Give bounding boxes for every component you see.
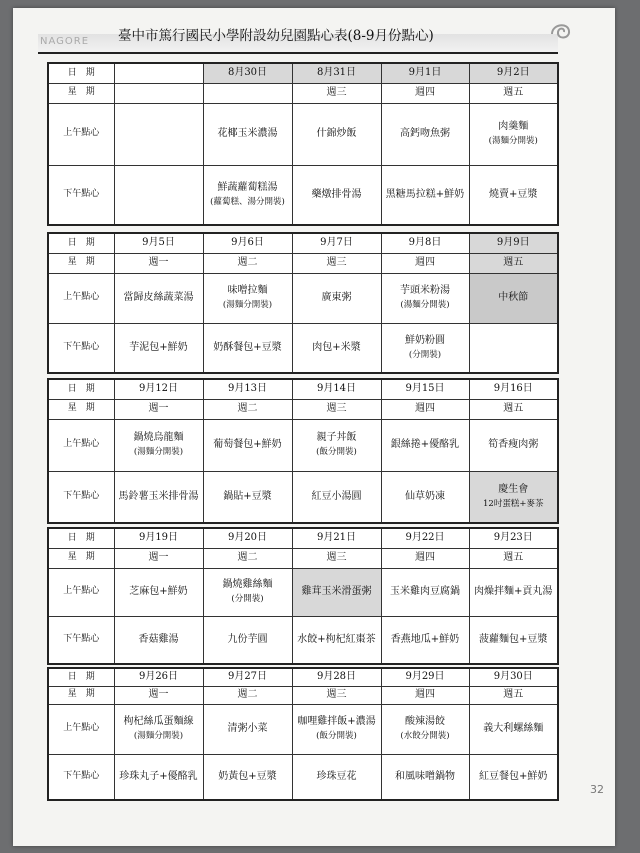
date-cell: 9月22日 xyxy=(381,528,469,548)
pm-snack-cell: 馬鈴薯玉米排骨湯 xyxy=(114,471,203,523)
am-snack-cell: 鍋燒烏龍麵 (湯麵分開裝) xyxy=(114,419,203,471)
weekday-cell: 週三 xyxy=(292,399,381,419)
am-note: (湯麵分開裝) xyxy=(488,136,538,147)
pm-snack-cell: 珍珠丸子+優酪乳 xyxy=(114,754,203,800)
weekday-cell: 週一 xyxy=(114,548,203,568)
weekday-cell: 週四 xyxy=(381,686,469,704)
am-note: (分開裝) xyxy=(231,594,264,605)
weekday-cell: 週二 xyxy=(203,686,292,704)
am-snack-cell: 酸辣湯餃 (水餃分開裝) xyxy=(381,704,469,754)
weekday-cell: 週四 xyxy=(381,83,469,103)
week-table xyxy=(47,378,559,524)
am-note: (湯麵分開裝) xyxy=(222,300,273,311)
date-cell: 9月12日 xyxy=(114,379,203,399)
am-snack-cell: 咖哩雞拌飯+濃湯 (飯分開裝) xyxy=(292,704,381,754)
am-snack-cell: 芋頭米粉湯 (湯麵分開裝) xyxy=(381,273,469,323)
date-cell: 9月9日 xyxy=(469,233,558,253)
pm-snack-cell: 紅豆餐包+鮮奶 xyxy=(469,754,558,800)
am-note: (湯麵分開裝) xyxy=(133,731,184,742)
am-snack-cell: 味噌拉麵 (湯麵分開裝) xyxy=(203,273,292,323)
am-snack-cell: 玉米雞肉豆腐鍋 xyxy=(381,568,469,616)
week-table xyxy=(47,527,559,665)
pm-snack-cell: 菠蘿麵包+豆漿 xyxy=(469,616,558,664)
pm-note: (分開裝) xyxy=(408,350,442,361)
date-cell: 9月28日 xyxy=(292,668,381,686)
page-number: 32 xyxy=(590,783,604,796)
am-snack-cell: 義大利螺絲麵 xyxy=(469,704,558,754)
weekday-label: 星 期 xyxy=(48,399,114,419)
swirl-icon xyxy=(548,18,574,46)
pm-snack-label: 下午點心 xyxy=(48,754,114,800)
date-cell: 9月19日 xyxy=(114,528,203,548)
date-cell: 9月21日 xyxy=(292,528,381,548)
date-cell: 8月30日 xyxy=(203,63,292,83)
date-cell: 9月13日 xyxy=(203,379,292,399)
week-table xyxy=(47,62,559,226)
am-snack-cell: 清粥小菜 xyxy=(203,704,292,754)
weekday-cell: 週二 xyxy=(203,253,292,273)
weekday-cell: 週三 xyxy=(292,83,381,103)
date-cell: 9月16日 xyxy=(469,379,558,399)
am-snack-label: 上午點心 xyxy=(48,568,114,616)
holiday-cell: 中秋節 xyxy=(469,273,558,323)
weekday-label: 星 期 xyxy=(48,83,114,103)
am-snack-cell: 什錦炒飯 xyxy=(292,103,381,165)
weekday-cell: 週五 xyxy=(469,399,558,419)
pm-snack-cell xyxy=(469,323,558,373)
weekday-cell xyxy=(114,83,203,103)
pm-snack-cell: 鍋貼+豆漿 xyxy=(203,471,292,523)
weekday-cell: 週一 xyxy=(114,399,203,419)
am-note: (水餃分開裝) xyxy=(400,731,450,742)
am-note: (湯麵分開裝) xyxy=(133,447,184,458)
am-snack-cell: 廣東粥 xyxy=(292,273,381,323)
date-cell: 9月1日 xyxy=(381,63,469,83)
am-snack-label: 上午點心 xyxy=(48,419,114,471)
date-label: 日 期 xyxy=(48,528,114,548)
pm-note: (蘿蔔糕、湯分開裝) xyxy=(210,197,285,208)
date-label: 日 期 xyxy=(48,233,114,253)
pm-snack-cell: 奶黃包+豆漿 xyxy=(203,754,292,800)
am-snack-cell: 肉羹麵 (湯麵分開裝) xyxy=(469,103,558,165)
weekday-cell xyxy=(203,83,292,103)
weekday-cell: 週五 xyxy=(469,548,558,568)
weekday-cell: 週三 xyxy=(292,253,381,273)
am-snack-cell: 花椰玉米濃湯 xyxy=(203,103,292,165)
date-cell: 9月23日 xyxy=(469,528,558,548)
date-cell: 9月20日 xyxy=(203,528,292,548)
weekday-label: 星 期 xyxy=(48,548,114,568)
weekday-cell: 週四 xyxy=(381,253,469,273)
date-cell xyxy=(114,63,203,83)
date-label: 日 期 xyxy=(48,379,114,399)
am-snack-cell: 銀絲捲+優酪乳 xyxy=(381,419,469,471)
week-table xyxy=(47,232,559,374)
pm-snack-label: 下午點心 xyxy=(48,471,114,523)
pm-snack-cell: 肉包+米漿 xyxy=(292,323,381,373)
weekday-cell: 週四 xyxy=(381,399,469,419)
weekday-cell: 週四 xyxy=(381,548,469,568)
am-snack-cell: 葡萄餐包+鮮奶 xyxy=(203,419,292,471)
am-snack-label: 上午點心 xyxy=(48,103,114,165)
pm-snack-cell: 香菇雞湯 xyxy=(114,616,203,664)
pm-snack-cell: 和風味噌鍋物 xyxy=(381,754,469,800)
date-cell: 9月8日 xyxy=(381,233,469,253)
am-snack-cell: 芝麻包+鮮奶 xyxy=(114,568,203,616)
date-cell: 9月5日 xyxy=(114,233,203,253)
header-decoration: NAGORE xyxy=(40,36,90,47)
am-snack-cell: 親子丼飯 (飯分開裝) xyxy=(292,419,381,471)
pm-snack-cell: 鮮蔬蘿蔔糕湯 (蘿蔔糕、湯分開裝) xyxy=(203,165,292,225)
pm-snack-label: 下午點心 xyxy=(48,323,114,373)
pm-snack-cell: 仙草奶凍 xyxy=(381,471,469,523)
date-cell: 9月27日 xyxy=(203,668,292,686)
pm-snack-cell: 藥燉排骨湯 xyxy=(292,165,381,225)
weekday-cell: 週三 xyxy=(292,548,381,568)
am-snack-cell: 雞茸玉米滑蛋粥 xyxy=(292,568,381,616)
date-label: 日 期 xyxy=(48,63,114,83)
weekday-cell: 週二 xyxy=(203,548,292,568)
pm-note: 12吋蛋糕+麥茶 xyxy=(483,499,544,510)
date-cell: 9月6日 xyxy=(203,233,292,253)
am-snack-cell: 當歸皮絲蔬菜湯 xyxy=(114,273,203,323)
pm-snack-cell: 九份芋圓 xyxy=(203,616,292,664)
date-cell: 9月15日 xyxy=(381,379,469,399)
pm-snack-cell: 紅豆小湯圓 xyxy=(292,471,381,523)
am-note: (湯麵分開裝) xyxy=(400,300,450,311)
date-label: 日 期 xyxy=(48,668,114,686)
date-cell: 9月30日 xyxy=(469,668,558,686)
am-note: (飯分開裝) xyxy=(316,731,357,742)
date-cell: 8月31日 xyxy=(292,63,381,83)
weekday-cell: 週五 xyxy=(469,253,558,273)
pm-snack-cell: 燒賣+豆漿 xyxy=(469,165,558,225)
am-snack-cell: 鍋燒雞絲麵 (分開裝) xyxy=(203,568,292,616)
am-snack-cell: 筍香瘦肉粥 xyxy=(469,419,558,471)
pm-snack-cell: 芋泥包+鮮奶 xyxy=(114,323,203,373)
birthday-cell: 慶生會 12吋蛋糕+麥茶 xyxy=(469,471,558,523)
date-cell: 9月14日 xyxy=(292,379,381,399)
weekday-cell: 週五 xyxy=(469,83,558,103)
pm-snack-label: 下午點心 xyxy=(48,165,114,225)
week-table xyxy=(47,667,559,801)
am-snack-label: 上午點心 xyxy=(48,704,114,754)
date-cell: 9月26日 xyxy=(114,668,203,686)
am-snack-cell xyxy=(114,103,203,165)
weekday-cell: 週三 xyxy=(292,686,381,704)
pm-snack-cell xyxy=(114,165,203,225)
weekday-cell: 週二 xyxy=(203,399,292,419)
pm-snack-cell: 奶酥餐包+豆漿 xyxy=(203,323,292,373)
page-title: 臺中市篤行國民小學附設幼兒園點心表(8-9月份點心) xyxy=(118,28,434,44)
date-cell: 9月7日 xyxy=(292,233,381,253)
weekday-label: 星 期 xyxy=(48,686,114,704)
weekday-cell: 週一 xyxy=(114,686,203,704)
weekday-cell: 週一 xyxy=(114,253,203,273)
am-note: (飯分開裝) xyxy=(316,447,357,458)
date-cell: 9月2日 xyxy=(469,63,558,83)
pm-snack-cell: 珍珠豆花 xyxy=(292,754,381,800)
pm-snack-cell: 黑糖馬拉糕+鮮奶 xyxy=(381,165,469,225)
am-snack-cell: 枸杞絲瓜蛋麵線 (湯麵分開裝) xyxy=(114,704,203,754)
date-cell: 9月29日 xyxy=(381,668,469,686)
am-snack-label: 上午點心 xyxy=(48,273,114,323)
pm-snack-cell: 香燕地瓜+鮮奶 xyxy=(381,616,469,664)
pm-snack-label: 下午點心 xyxy=(48,616,114,664)
pm-snack-cell: 鮮奶粉圓 (分開裝) xyxy=(381,323,469,373)
weekday-label: 星 期 xyxy=(48,253,114,273)
am-snack-cell: 高鈣吻魚粥 xyxy=(381,103,469,165)
weekday-cell: 週五 xyxy=(469,686,558,704)
am-snack-cell: 肉燥拌麵+貢丸湯 xyxy=(469,568,558,616)
pm-snack-cell: 水餃+枸杞紅棗茶 xyxy=(292,616,381,664)
